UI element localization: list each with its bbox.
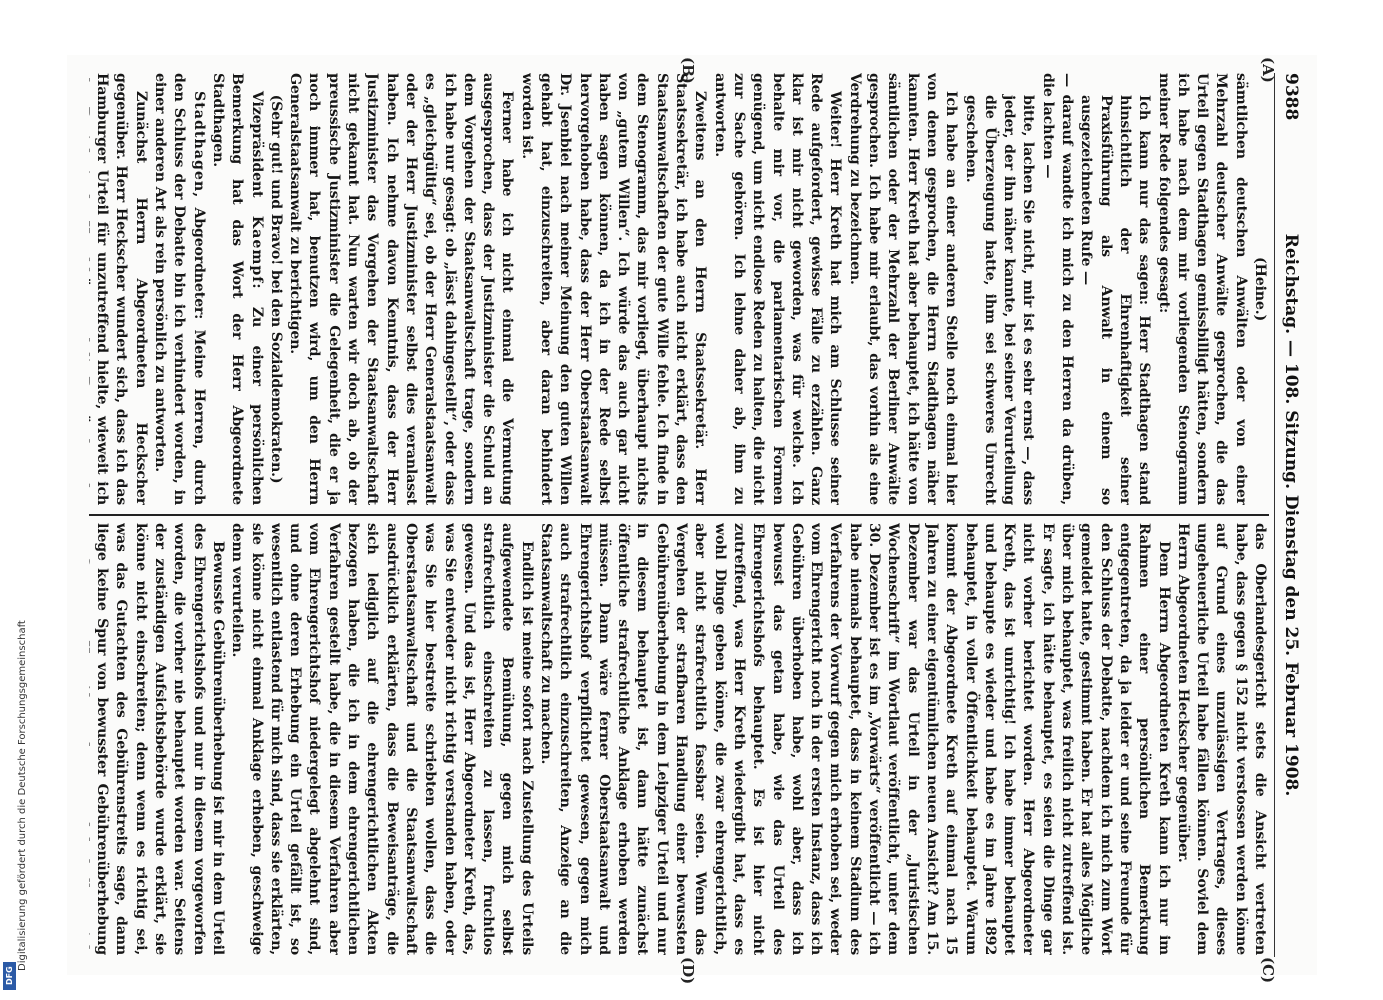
quoted-passage: bitte, lachen Sie nicht, mir ist es sehr ernst —, dass jeder, der ihn näher kannte, bei seiner Verurteilung die Überzeugung hatte, ihm sei schweres Unrecht geschehen.	[962, 95, 1037, 505]
paragraph: Endlich ist meine sofort nach Zustellung des Urteils aufgewendete Bemühung, gegen mich selbst strafrechtlich einschreiten zu lassen, fruchtlos gewesen. Und das ist, Herr Abgeordneter Kreth, das, was Sie entweder nicht richtig verstanden haben, oder was Sie hier bestreite schriebten wollen, dass die Oberstaatsanwaltschaft und die Staatsanwaltschaft ausdrücklich erklärten, dass die Beweisanträge, die sich lediglich auf die ehrengerichtlichen Akten bezogen haben, die ich in dem ehrengerichtlichen Verfahren gestellt habe, die in diesem Verfahren aber vom Ehrengerichtshof niedergelegt abgelehnt sind, und ohne deren Erhebung ein Urteil gefällt ist, so wesentlich entlastend für mich sind, dass sie erklärten, sie könne nicht einmal Anklage erheben, geschweige denn verurteilen.	[229, 523, 535, 955]
paragraph: Ferner habe ich nicht einmal die Vermutung ausgesprochen, dass der Justizminister die Schuld an dem Vorgehen der Staatsanwaltschaft trage, sondern ich habe nur gesagt: ob „lässt dahingestellt“, oder dass es „gleichgültig“ sei, ob der Herr Generalstaatsanwalt oder der Herr Justizminister selbst dies veranlasst haben. Ich nehme davon Kenntnis, dass der Herr Justizminister das Vorgehen der Staatsanwaltschaft nicht gekannt hat. Nun warten wir doch ab, ob der preussische Justizminister die Gelegenheit, die er ja noch immer hat, benutzen wird, um den Herrn Generalstaatsanwalt zu berichtigen.	[287, 73, 516, 505]
statement-text: : Zu einer persönlichen Bemerkung hat das Wort der Herr Abgeordnete Stadthagen.	[209, 73, 265, 505]
speaker-role: Vizepräsident	[248, 91, 265, 198]
paragraph: Zweitens an den Herrn Staatssekretär. Herr Staatssekretär, ich habe auch nicht erklärt, dass den Staatsanwaltschaften der gute Wille fehle. Ich finde in dem Stenogramm, das mir vorliegt, überhaupt nichts von „gutem Willen“. Ich würde das auch gar nicht haben sagen können, da ich in der Rede selbst hervorgehoben habe, dass der Herr Oberstaatsanwalt Dr. Jsenbiel nach meiner Meinung den guten Willen gehabt hat, einzuschreiten, aber daran behindert worden ist.	[518, 73, 709, 505]
margin-mark-b: (B)	[679, 57, 697, 84]
column-divider	[89, 514, 1269, 516]
paragraph: Weiter! Herr Kreth hat mich am Schlusse seiner Rede aufgefordert, gewisse Fälle zu erzählen. Ganz klar ist mir nicht geworden, was für welche. Ich behalte mir vor, die parlamentarischen Formen genügend, um nicht endlose Reden zu halten, die nicht zur Sache gehören. Ich lehne daher ab, ihm zu antworten.	[711, 73, 844, 505]
text-column-left	[89, 73, 1269, 505]
margin-mark-d: (D)	[679, 957, 697, 985]
header-rule	[1274, 73, 1275, 957]
paragraph: Ich habe an einer anderen Stelle noch einmal hier von denen gesprochen, die Herrn Stadthagen näher kannten. Herr Kreth hat aber behauptet, ich hätte von sämtlichen oder der Mehrzahl der Berliner Anwälte gesprochen. Ich habe mir erlaubt, das vorhin als eine Verdrehung zu bezeichnen.	[846, 73, 960, 505]
speaker-name: Stadthagen	[190, 91, 207, 193]
vice-president-statement	[208, 73, 266, 505]
dfg-logo-icon: DFG	[3, 962, 16, 990]
text-column-right	[89, 523, 1269, 955]
quoted-passage: Ich kann nur das sagen: Herr Stadthagen stand hinsichtlich der Ehrenhaftigkeit seiner Praxisführung als Anwalt in einem so ausgezeichneten Rufe —	[1078, 95, 1153, 505]
statement-text: , Abgeordneter: Meine Herren, durch den Schluss der Debatte bin ich verhindert worden, in einer anderen Art als rein persönlich zu antworten.	[152, 73, 207, 505]
paragraph: sämtlichen deutschen Anwälten oder von einer Mehrzahl deutscher Anwälte gesprochen, die das Urteil gegen Stadthagen gemissbilligt hätten, sondern ich habe nach dem mir vorliegenden Stenogramm meiner Rede folgendes gesagt:	[1155, 73, 1249, 505]
speaker-statement	[150, 73, 208, 505]
margin-mark-c: (C)	[1259, 957, 1277, 984]
page-number: 9388	[1281, 73, 1301, 121]
speaker-name: Kaempf	[248, 215, 265, 284]
speaker-continuation: (Heine.)	[1252, 257, 1268, 321]
running-header	[1279, 73, 1301, 957]
paragraph: — darauf wandte ich mich zu den Herren da drüben, die lachten —	[1039, 73, 1076, 505]
page-title: Reichstag. — 108. Sitzung. Dienstag den 25. Februar 1908.	[1281, 233, 1301, 797]
paragraph: Zunächst Herrn Abgeordneten Heckscher gegenüber. Herr Heckscher wundert sich, dass ich das Hamburger Urteil für unzutreffend hielte, wieweit ich	[94, 73, 149, 505]
margin-mark-a: (A)	[1259, 57, 1277, 83]
paragraph: Bewusste Gebührenüberhebung ist mir in dem Urteil des Ehrengerichtshofs und nur in diesem vorgeworfen worden, die vorher nie behauptet worden war. Seitens der zuständigen Aufsichtsbehörde wurde erklärt, sie könne nicht einschreiten; denn wenn es richtig sei, was das Gutachten des Gebührenstreits sage, dann liege keine Spur von bewusster Gebührenüberhebung	[94, 523, 226, 955]
digitization-credit: Digitalisierung gefördert durch die Deutsche Forschungsgemeinschaft	[17, 620, 28, 971]
paragraph: das Oberlandesgericht stets die Ansicht vertreten habe, dass gegen § 152 nicht verstossen werden könne auf Grund eines unzulässigen Vertrages, dieses ungeheuerliche Urteil habe fällen können. Soviel dem Herrn Abgeordneten Heckscher gegenüber.	[1174, 523, 1268, 955]
paragraph: Dem Herrn Abgeordneten Kreth kann ich nur im Rahmen einer persönlichen Bemerkung entgegentreten, da ja leider er und seine Freunde für den Schluss der Debatte, nachdem ich mich zum Wort gemeldet hatte, gestimmt haben. Er hat alles Mögliche über mich behauptet, was freilich nicht zutreffend ist. Er sagte, ich hätte behauptet, es seien die Dinge gar nicht vorher berichtet worden. Herr Abgeordneter Kreth, das ist unrichtig! Ich habe immer behauptet und behaupte es wieder und habe es im Jahre 1892 behauptet, in voller Öffentlichkeit behauptet. Warum kommt der Abgeordnete Kreth auf einmal nach 15 Jahren zu einer eigentümlichen neuen Ansicht? Am 15. Dezember war das Urteil in der „Juristischen Wochenschrift“ im Wortlaut veröffentlicht, unter dem 30. Dezember ist es im „Vorwärts“ veröffentlicht — ich habe niemals behauptet, dass in keinem Stadium des Verfahrens der Vorwurf gegen mich erhoben sei, weder vom Ehrengericht noch in der ersten Instanz, dass ich Gebühren überhoben habe, wohl aber, dass ich bewusst das getan habe, wie das Urteil des Ehrengerichtshofs behauptet. Es ist hier nicht zutreffend, was Herr Kreth wiedergibt hat, dass es wohl Dinge geben könne, die zwar ehrengerichtlich, aber nicht strafrechtlich fassbar seien. Wenn das Vergehen der strafbaren Handlung einer bewussten Gebührenüberhebung in dem Leipziger Urteil und nur in diesem behauptet ist, dann hätte zunächst öffentliche strafrechtliche Anklage erhoben werden müssen. Dann wäre ferner Oberstaatsanwalt und Ehrengerichtshof verpflichtet gewesen, gegen mich auch strafrechtlich einzuschreiten, Anzeige an die Staatsanwaltschaft zu machen.	[538, 523, 1172, 955]
applause-note: (Sehr gut! und Bravo! bei den Sozialdemokraten.)	[267, 94, 284, 484]
scanned-newspaper-page	[67, 55, 1317, 985]
